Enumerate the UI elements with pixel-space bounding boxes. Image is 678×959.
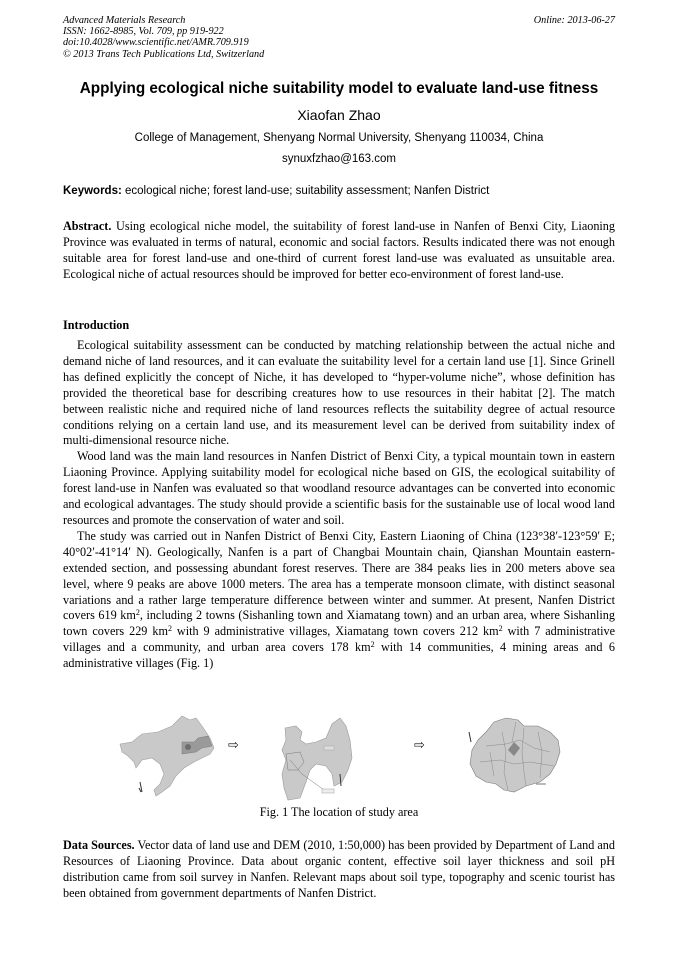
p3-text-b: , including 2 towns (Sishanling town and Xiamatang town) and an urban area, where Sishanling town covers 229 km — [63, 608, 615, 639]
superscript: 2 — [167, 624, 172, 634]
superscript: 2 — [370, 640, 375, 650]
copyright: © 2013 Trans Tech Publications Ltd, Switzerland — [63, 48, 265, 60]
superscript: 2 — [135, 608, 140, 618]
figure-caption: Fig. 1 The location of study area — [259, 805, 419, 819]
affiliation: College of Management, Shenyang Normal University, Shenyang 110034, China — [134, 132, 544, 144]
online-date: Online: 2013-06-27 — [533, 15, 615, 26]
p3-text-a: The study was carried out in Nanfen District of Benxi City, Eastern Liaoning of China (123°38′-123°59′ E; 40°02′-41°14′ N). Geologically, Nanfen is a part of Changbai Mountain chain, Qianshan Mountain eastern-extended section, and possessing abundant forest reserves. There are 384 peaks lies in 200 meters above sea level, where 9 peaks are above 1000 meters. The area has a temperate monsoon climate, with distinct seasonal variations and a rather large temperature difference between winter and summer. At present, Nanfen District covers 619 km — [63, 528, 615, 623]
p3-text-c: with 9 administrative villages, Xiamatang town covers 212 km — [171, 624, 499, 639]
keywords-text: ecological niche; forest land-use; suitability assessment; Nanfen District — [121, 185, 490, 197]
nanfen-district-map — [469, 718, 560, 792]
author-email[interactable]: synuxfzhao@163.com — [282, 153, 396, 165]
benxi-map — [282, 718, 352, 800]
introduction-body — [63, 338, 615, 672]
abstract — [63, 219, 615, 283]
author-name: Xiaofan Zhao — [297, 107, 381, 123]
intro-paragraph-2: Wood land was the main land resources in Nanfen District of Benxi City, a typical mountain town in eastern Liaoning Province. Applying suitability model for ecological niche based on GIS, the ecological suitability of forest land-use in Nanfen was evaluated so that woodland resource advantages can be converted into economic and ecological advantages. The study should provide a scientific basis for the sustainable use of local wood land resources and promote the conservation of water and soil. — [63, 449, 615, 527]
abstract-label: Abstract. — [63, 219, 112, 233]
intro-paragraph-1: Ecological suitability assessment can be conducted by matching relationship between the actual niche and demand niche of land resources, and it can evaluate the suitability level for a certain land use [1]. Since Grinell has defined explicitly the concept of Niche, it has developed to “hyper-volume niche”, whose definition has provided the theoretical base for describing creatures how to use resources in their habitat [2]. The match between realistic niche and required niche of land resources reflects the suitability degree of actual resource conditions relying on a certain land use, and its measurement level can be derived from suitability index of multi-dimensional resource niche. — [63, 338, 615, 448]
keywords-label: Keywords: — [63, 185, 122, 197]
data-sources-text: Vector data of land use and DEM (2010, 1:50,000) has been provided by Department of Land and Resources of Liaoning Province. Data about organic content, effective soil layer thickness and soil pH distribution came from soil survey in Nanfen. Relevant maps about soil type, topography and scenic tourist has been obtained from government departments of Nanfen District. — [63, 838, 615, 900]
arrow-right-icon: ⇨ — [414, 738, 425, 753]
liaoning-map — [120, 716, 214, 796]
p3-text-e: with 14 communities, 4 mining areas and 6 administrative villages (Fig. 1) — [63, 640, 615, 671]
abstract-text: Using ecological niche model, the suitability of forest land-use in Nanfen of Benxi City, Liaoning Province was evaluated in terms of natural, economic and social factors. Results indicated there was not enough suitable area for forest land-use and one-third of current forest land-use was evaluated as unsuitable area. Ecological niche of actual resources should be improved for better eco-environment of forest land-use. — [63, 219, 615, 281]
issn: ISSN: 1662-8985, Vol. 709, pp 919-922 — [63, 26, 224, 38]
section-heading-introduction: Introduction — [63, 318, 130, 332]
paper-title: Applying ecological niche suitability model to evaluate land-use fitness — [79, 80, 599, 97]
arrow-right-icon: ⇨ — [228, 738, 239, 753]
doi-link[interactable]: doi:10.4028/www.scientific.net/AMR.709.919 — [63, 37, 249, 49]
data-sources — [63, 838, 615, 902]
superscript: 2 — [498, 624, 503, 634]
p3-text-d: with 7 administrative villages and a community, and urban area covers 178 km — [63, 624, 615, 655]
figure-1 — [110, 712, 580, 804]
journal-name: Advanced Materials Research — [63, 15, 186, 26]
data-sources-label: Data Sources. — [63, 838, 135, 852]
journal-header — [63, 15, 264, 60]
keywords — [63, 185, 489, 197]
intro-paragraph-3 — [63, 529, 615, 672]
location-maps — [110, 712, 580, 804]
